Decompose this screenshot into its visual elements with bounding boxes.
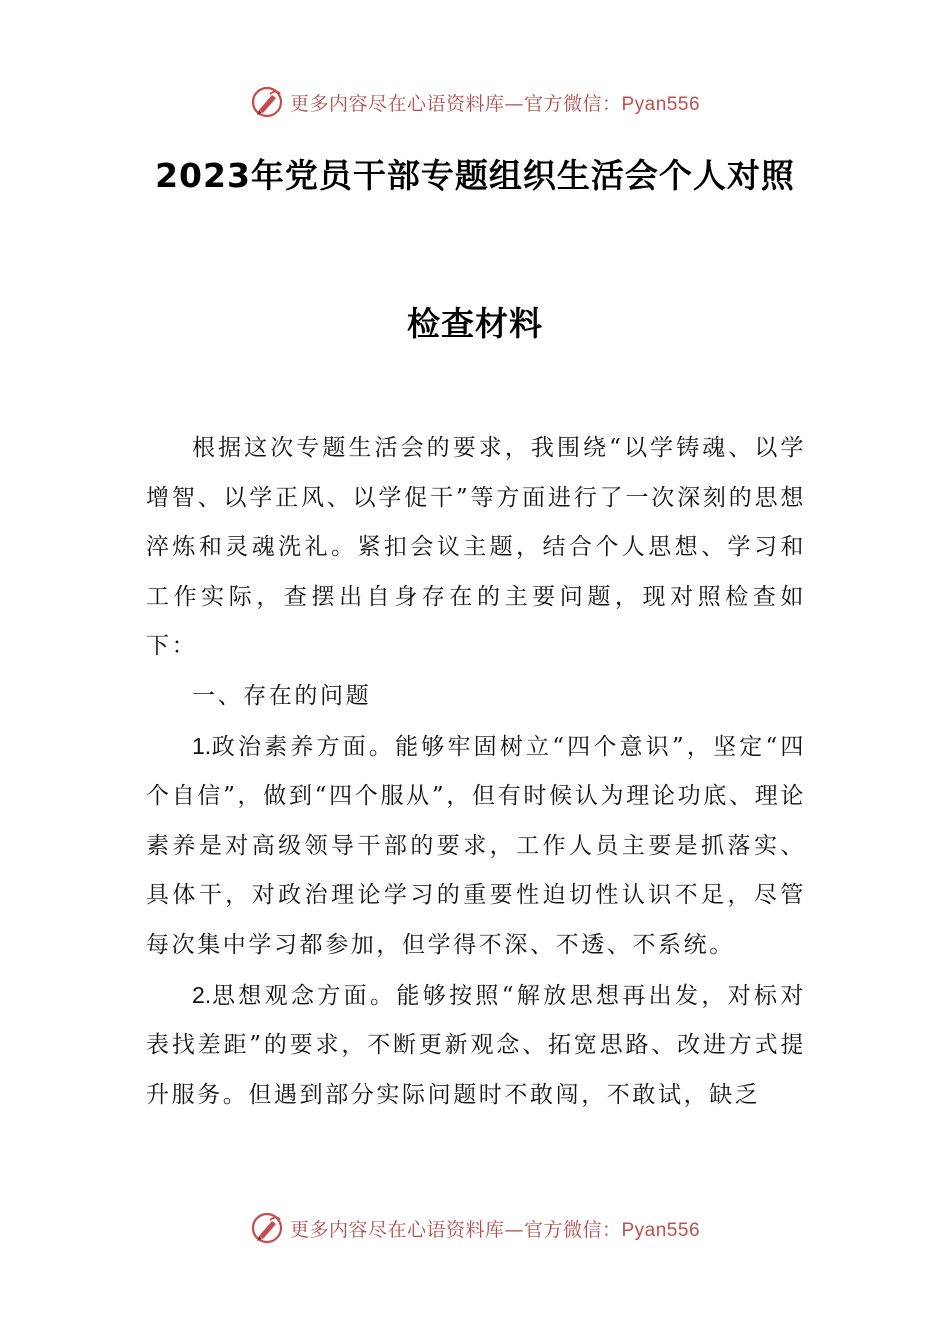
item-2-text: 思想观念方面。能够按照“解放思想再出发，对标对表找差距”的要求，不断更新观念、拓宽思路、改进方式提升服务。但遇到部分实际问题时不敢闯，不敢试，缺乏 bbox=[146, 982, 806, 1108]
footer-wechat-id: Pyan556 bbox=[621, 1219, 701, 1241]
header-banner-text bbox=[290, 89, 700, 116]
item-1-paragraph bbox=[146, 722, 806, 971]
document-title-line-2: 检查材料 bbox=[407, 304, 543, 343]
pen-logo-icon bbox=[250, 85, 284, 119]
footer-banner-label: 更多内容尽在心语资料库—官方微信： bbox=[289, 1218, 622, 1241]
item-1-text: 政治素养方面。能够牢固树立“四个意识”，坚定“四个自信”，做到“四个服从”，但有时候认为理论功底、理论素养是对高级领导干部的要求，工作人员主要是抓落实、具体干，对政治理论学习的重要性迫切性认识不足，尽管每次集中学习都参加，但学得不深、不透、不系统。 bbox=[146, 733, 806, 958]
item-2-number: 2. bbox=[192, 981, 212, 1008]
header-wechat-id: Pyan556 bbox=[621, 93, 701, 115]
item-2-paragraph bbox=[146, 971, 806, 1121]
header-banner bbox=[0, 82, 950, 122]
intro-paragraph: 根据这次专题生活会的要求，我围绕“以学铸魂、以学增智、以学正风、以学促干”等方面进行了一次深刻的思想淬炼和灵魂洗礼。紧扣会议主题，结合个人思想、学习和工作实际，查摆出自身存在的主要问题，现对照检查如下： bbox=[146, 435, 806, 660]
document-title-line-1: 2023年党员干部专题组织生活会个人对照 bbox=[155, 156, 795, 195]
header-banner-label: 更多内容尽在心语资料库—官方微信： bbox=[289, 92, 622, 115]
footer-banner-text bbox=[290, 1215, 700, 1242]
item-1-number: 1. bbox=[192, 732, 212, 759]
footer-banner bbox=[0, 1208, 950, 1248]
pen-logo-icon bbox=[250, 1211, 284, 1245]
section-heading-problems: 一、存在的问题 bbox=[192, 682, 372, 709]
document-body bbox=[146, 424, 806, 1120]
